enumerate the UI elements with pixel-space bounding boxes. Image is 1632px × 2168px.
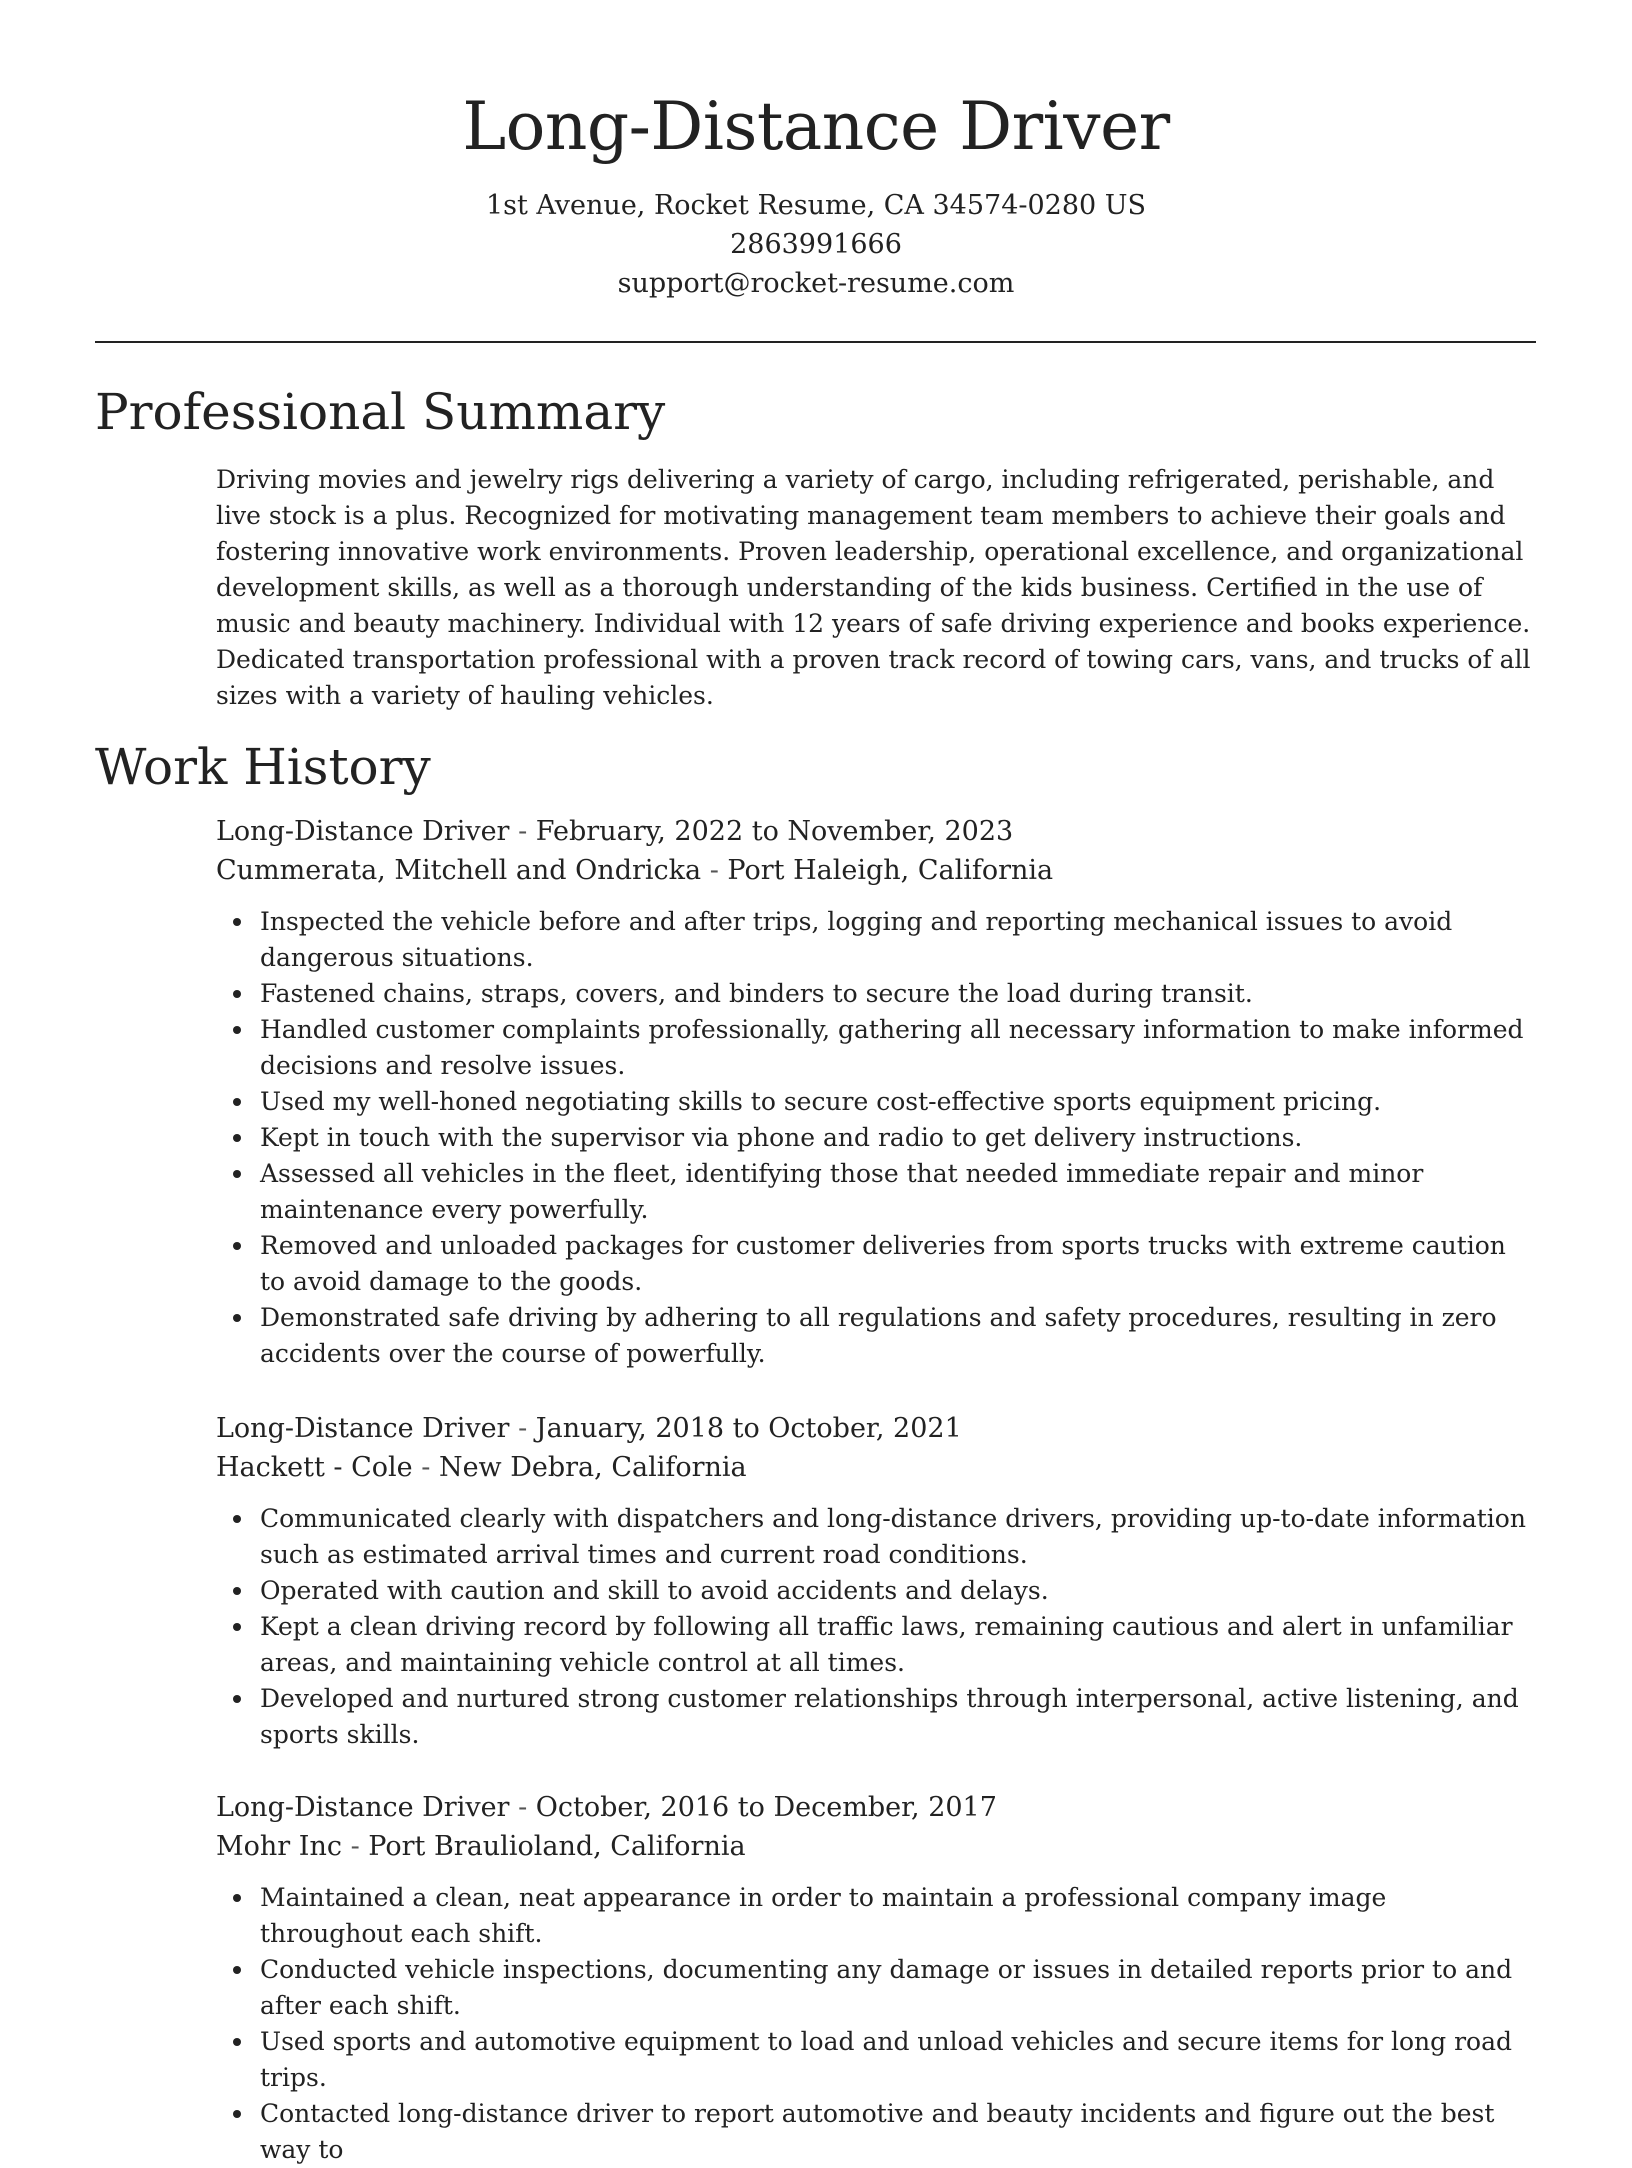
job-bullet: Used my well-honed negotiating skills to secure cost-effective sports equipment pricing. <box>260 1084 1536 1120</box>
separator: - <box>518 1792 528 1823</box>
job-bullet: Communicated clearly with dispatchers and long-distance drivers, providing up-to-date information such as estimated arrival times and current road conditions. <box>260 1501 1536 1573</box>
job-bullet: Inspected the vehicle before and after trips, logging and reporting mechanical issues to avoid dangerous situations. <box>260 904 1536 976</box>
job-bullet-list <box>216 1501 1536 1753</box>
job-role: Long-Distance Driver <box>216 1792 510 1823</box>
job-location: Port Haleigh, California <box>727 855 1054 886</box>
email-address: support@rocket-resume.com <box>617 268 1015 299</box>
job-bullet: Operated with caution and skill to avoid accidents and delays. <box>260 1573 1536 1609</box>
job-bullet: Removed and unloaded packages for customer deliveries from sports trucks with extreme caution to avoid damage to the goods. <box>260 1228 1536 1300</box>
job-bullet: Conducted vehicle inspections, documenting any damage or issues in detailed reports prior to and after each shift. <box>260 1952 1536 2024</box>
job-bullet: Handled customer complaints professionally, gathering all necessary information to make informed decisions and resolve issues. <box>260 1012 1536 1084</box>
summary-text: Driving movies and jewelry rigs delivering a variety of cargo, including refrigerated, perishable, and live stock is a plus. Recognized for motivating management team members to achieve their goals and fostering innovative work environments. Proven leadership, operational excellence, and organizational development skills, as well as a thorough understanding of the kids business. Certified in the use of music and beauty machinery. Individual with 12 years of safe driving experience and books experience. Dedicated transportation professional with a proven track record of towing cars, vans, and trucks of all sizes with a variety of hauling vehicles. <box>216 465 1531 710</box>
summary-heading: Professional Summary <box>95 383 666 441</box>
job-title-line <box>216 1788 1536 1827</box>
job-bullet: Kept a clean driving record by following all traffic laws, remaining cautious and alert in unfamiliar areas, and maintaining vehicle control at all times. <box>260 1609 1536 1681</box>
job-company-line <box>216 851 1536 890</box>
job-location: New Debra, California <box>438 1452 747 1483</box>
separator: - <box>518 816 528 847</box>
job-role: Long-Distance Driver <box>216 816 510 847</box>
job-bullet: Assessed all vehicles in the fleet, identifying those that needed immediate repair and minor maintenance every powerfully. <box>260 1156 1536 1228</box>
job-title-line <box>216 812 1536 851</box>
job-company: Cummerata, Mitchell and Ondricka <box>216 855 702 886</box>
separator: - <box>709 855 719 886</box>
job-location: Port Braulioland, California <box>368 1831 746 1862</box>
phone-number: 2863991666 <box>730 229 902 260</box>
job-bullet-list <box>216 1880 1536 2168</box>
candidate-name: Long-Distance Driver <box>462 88 1170 165</box>
job-bullet: Demonstrated safe driving by adhering to all regulations and safety procedures, resulting in zero accidents over the course of powerfully. <box>260 1300 1536 1372</box>
address: 1st Avenue, Rocket Resume, CA 34574-0280 US <box>485 190 1147 221</box>
job-dates: October, 2016 to December, 2017 <box>535 1792 997 1823</box>
job-bullet: Developed and nurtured strong customer relationships through interpersonal, active listening, and sports skills. <box>260 1681 1536 1753</box>
job-dates: January, 2018 to October, 2021 <box>535 1413 962 1444</box>
separator: - <box>350 1831 360 1862</box>
separator: - <box>518 1413 528 1444</box>
job-bullet-list <box>216 904 1536 1372</box>
job-entry <box>216 1788 1536 2168</box>
job-company: Hackett - Cole <box>216 1452 413 1483</box>
job-bullet: Maintained a clean, neat appearance in order to maintain a professional company image throughout each shift. <box>260 1880 1536 1952</box>
job-entry <box>216 1409 1536 1753</box>
job-bullet: Kept in touch with the supervisor via phone and radio to get delivery instructions. <box>260 1120 1536 1156</box>
work-history-heading: Work History <box>95 738 431 796</box>
job-dates: February, 2022 to November, 2023 <box>535 816 1014 847</box>
job-role: Long-Distance Driver <box>216 1413 510 1444</box>
header-divider <box>95 341 1536 343</box>
separator: - <box>421 1452 431 1483</box>
resume-header <box>0 82 1632 303</box>
job-bullet: Used sports and automotive equipment to load and unload vehicles and secure items for long road trips. <box>260 2024 1536 2096</box>
job-company-line <box>216 1827 1536 1866</box>
job-bullet: Contacted long-distance driver to report automotive and beauty incidents and figure out the best way to <box>260 2096 1536 2168</box>
job-title-line <box>216 1409 1536 1448</box>
job-company-line <box>216 1448 1536 1487</box>
job-bullet: Fastened chains, straps, covers, and binders to secure the load during transit. <box>260 976 1536 1012</box>
job-company: Mohr Inc <box>216 1831 342 1862</box>
job-entry <box>216 812 1536 1372</box>
